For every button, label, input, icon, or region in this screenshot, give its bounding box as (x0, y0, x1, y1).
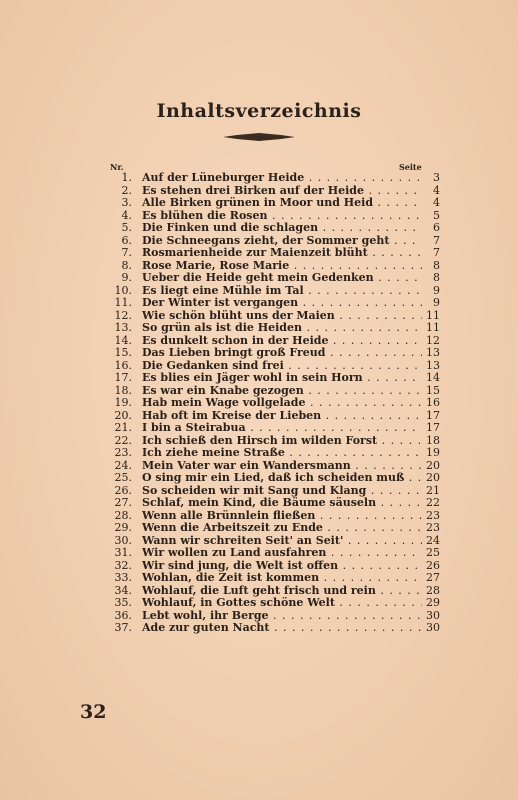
toc-entry (100, 347, 440, 360)
entry-title: Die Gedanken sind frei . . . (142, 360, 422, 373)
entry-title: Der Winter ist vergangen . . . (142, 297, 422, 310)
entry-page: 11 (426, 308, 440, 322)
toc-entry (100, 497, 440, 510)
entry-number: 15. (114, 346, 132, 359)
entry-page: 19 (426, 446, 440, 459)
entry-page: 23 (426, 508, 440, 522)
entry-title: Ade zur guten Nacht . . . (142, 622, 422, 635)
entry-page: 4 (433, 183, 440, 197)
entry-number: 9. (121, 271, 132, 284)
entry-page: 14 (426, 371, 440, 384)
entry-number: 8. (121, 258, 132, 272)
entry-page: 24 (426, 533, 440, 547)
toc-entry (100, 510, 440, 523)
entry-number: 35. (114, 596, 132, 609)
entry-page: 13 (426, 358, 440, 372)
toc-entry (100, 172, 440, 185)
entry-title: Ueber die Heide geht mein Gedenken . . . (142, 272, 422, 285)
entry-page: 27 (426, 571, 440, 584)
toc-entry (100, 610, 440, 623)
toc-entry (100, 410, 440, 423)
entry-page: 17 (426, 408, 440, 422)
toc-entry (100, 372, 440, 385)
entry-page: 29 (426, 596, 440, 609)
entry-number: 17. (114, 371, 132, 384)
entry-page: 17 (426, 421, 440, 434)
entry-title: Hab mein Wage vollgelade . . . (142, 397, 422, 410)
entry-page: 26 (426, 558, 440, 572)
toc-entry (100, 310, 440, 323)
entry-title: Wir wollen zu Land ausfahren . . . (142, 547, 422, 560)
entry-number: 12. (114, 308, 132, 322)
entry-number: 4. (121, 208, 132, 222)
entry-page: 5 (433, 208, 440, 222)
entry-title: Lebt wohl, ihr Berge . . . (142, 610, 422, 623)
page-number: 32 (80, 701, 107, 723)
entry-title: Die Schneegans zieht, der Sommer geht . . . (142, 235, 422, 248)
entry-number: 33. (114, 571, 132, 584)
entry-title: Schlaf, mein Kind, die Bäume säuseln . . . (142, 497, 422, 510)
entry-number: 31. (114, 546, 132, 559)
entry-number: 23. (114, 446, 132, 459)
column-header-nr: Nr. (110, 162, 124, 172)
entry-page: 7 (433, 246, 440, 259)
entry-number: 13. (114, 321, 132, 334)
toc-entry (100, 460, 440, 473)
toc-entry (100, 222, 440, 235)
entry-page: 12 (426, 333, 440, 347)
entry-page: 8 (433, 258, 440, 272)
column-header-seite: Seite (399, 162, 422, 172)
toc-entry (100, 585, 440, 598)
toc-entry (100, 435, 440, 448)
entry-number: 22. (114, 433, 132, 447)
toc-entry (100, 335, 440, 348)
entry-number: 27. (114, 496, 132, 509)
entry-title: Wenn die Arbeitszeit zu Ende . . . (142, 522, 422, 535)
entry-title: Wenn alle Brünnlein fließen . . . (142, 510, 422, 523)
entry-number: 1. (121, 171, 132, 184)
entry-title: Rosmarienheide zur Maienzeit blüht . . . (142, 247, 422, 260)
toc-entry (100, 285, 440, 298)
entry-page: 9 (433, 296, 440, 309)
entry-page: 21 (426, 483, 440, 497)
entry-title: Hab oft im Kreise der Lieben . . . (142, 410, 422, 423)
toc-entry (100, 547, 440, 560)
toc-entry (100, 360, 440, 373)
entry-title: Wir sind jung, die Welt ist offen . . . (142, 560, 422, 573)
entry-title: Es stehen drei Birken auf der Heide . . . (142, 185, 422, 198)
entry-page: 28 (426, 583, 440, 597)
entry-number: 2. (121, 183, 132, 197)
entry-title: Wohlauf, die Luft geht frisch und rein . . . (142, 585, 422, 598)
entry-title: Es blühen die Rosen . . . (142, 210, 422, 223)
entry-title: I bin a Steirabua . . . (142, 422, 422, 435)
entry-title: Es dunkelt schon in der Heide . . . (142, 335, 422, 348)
entry-title: Es blies ein Jäger wohl in sein Horn . . . (142, 372, 422, 385)
toc-entry (100, 247, 440, 260)
entry-page: 20 (426, 471, 440, 484)
entry-title: So scheiden wir mit Sang und Klang . . . (142, 485, 422, 498)
toc-entry (100, 322, 440, 335)
entry-page: 18 (426, 433, 440, 447)
entry-number: 5. (121, 221, 132, 234)
entry-page: 3 (433, 171, 440, 184)
entry-page: 15 (426, 383, 440, 397)
entry-number: 24. (114, 458, 132, 472)
entry-title: Alle Birken grünen in Moor und Heid . . . (142, 197, 422, 210)
toc-entry (100, 622, 440, 635)
entry-number: 16. (114, 358, 132, 372)
toc-entry (100, 297, 440, 310)
entry-page: 11 (426, 321, 440, 334)
entry-title: Die Finken und die schlagen . . . (142, 222, 422, 235)
entry-page: 23 (426, 521, 440, 534)
toc-entry (100, 385, 440, 398)
page-title: Inhaltsverzeichnis (156, 100, 362, 122)
toc-entry (100, 235, 440, 248)
entry-number: 37. (114, 621, 132, 634)
entry-page: 30 (426, 621, 440, 634)
entry-number: 34. (114, 583, 132, 597)
entry-number: 25. (114, 471, 132, 484)
entry-title: Wie schön blüht uns der Maien . . . (142, 310, 422, 323)
entry-title: Es liegt eine Mühle im Tal . . . (142, 285, 422, 298)
entry-number: 19. (114, 396, 132, 409)
entry-title: Wohlan, die Zeit ist kommen . . . (142, 572, 422, 585)
entry-page: 4 (433, 196, 440, 209)
toc-entry (100, 447, 440, 460)
toc-entry (100, 522, 440, 535)
entry-page: 30 (426, 608, 440, 622)
entry-number: 6. (121, 233, 132, 247)
entry-page: 8 (433, 271, 440, 284)
entry-number: 36. (114, 608, 132, 622)
entry-title: Das Lieben bringt groß Freud . . . (142, 347, 422, 360)
entry-title: Wann wir schreiten Seit' an Seit' . . . (142, 535, 422, 548)
entry-number: 28. (114, 508, 132, 522)
entry-title: Rose Marie, Rose Marie . . . (142, 260, 422, 273)
entry-title: Wohlauf, in Gottes schöne Welt . . . (142, 597, 422, 610)
toc-entry (100, 397, 440, 410)
entry-number: 10. (114, 283, 132, 297)
entry-page: 9 (433, 283, 440, 297)
entry-number: 26. (114, 483, 132, 497)
entry-number: 30. (114, 533, 132, 547)
entry-page: 6 (433, 221, 440, 234)
toc-entry (100, 197, 440, 210)
toc-entry (100, 485, 440, 498)
entry-page: 7 (433, 233, 440, 247)
entry-page: 20 (426, 458, 440, 472)
entry-number: 29. (114, 521, 132, 534)
entry-title: Ich ziehe meine Straße . . . (142, 447, 422, 460)
entry-title: So grün als ist die Heiden . . . (142, 322, 422, 335)
toc-entry (100, 597, 440, 610)
table-of-contents (100, 172, 440, 635)
toc-entry (100, 272, 440, 285)
ornament-divider-icon (223, 132, 295, 142)
entry-number: 18. (114, 383, 132, 397)
toc-entry (100, 260, 440, 273)
entry-number: 3. (121, 196, 132, 209)
toc-entry (100, 572, 440, 585)
entry-page: 22 (426, 496, 440, 509)
toc-entry (100, 185, 440, 198)
entry-number: 7. (121, 246, 132, 259)
entry-number: 21. (114, 421, 132, 434)
entry-title: Mein Vater war ein Wandersmann . . . (142, 460, 422, 473)
entry-page: 25 (426, 546, 440, 559)
toc-entry (100, 210, 440, 223)
entry-title: O sing mir ein Lied, daß ich scheiden muß . . . (142, 472, 422, 485)
entry-title: Es war ein Knabe gezogen . . . (142, 385, 422, 398)
entry-number: 11. (114, 296, 132, 309)
toc-entry (100, 560, 440, 573)
entry-number: 32. (114, 558, 132, 572)
entry-title: Ich schieß den Hirsch im wilden Forst . . . (142, 435, 422, 448)
entry-number: 14. (114, 333, 132, 347)
toc-entry (100, 472, 440, 485)
toc-entry (100, 422, 440, 435)
entry-title: Auf der Lüneburger Heide . . . (142, 172, 422, 185)
toc-entry (100, 535, 440, 548)
entry-page: 16 (426, 396, 440, 409)
entry-page: 13 (426, 346, 440, 359)
entry-number: 20. (114, 408, 132, 422)
